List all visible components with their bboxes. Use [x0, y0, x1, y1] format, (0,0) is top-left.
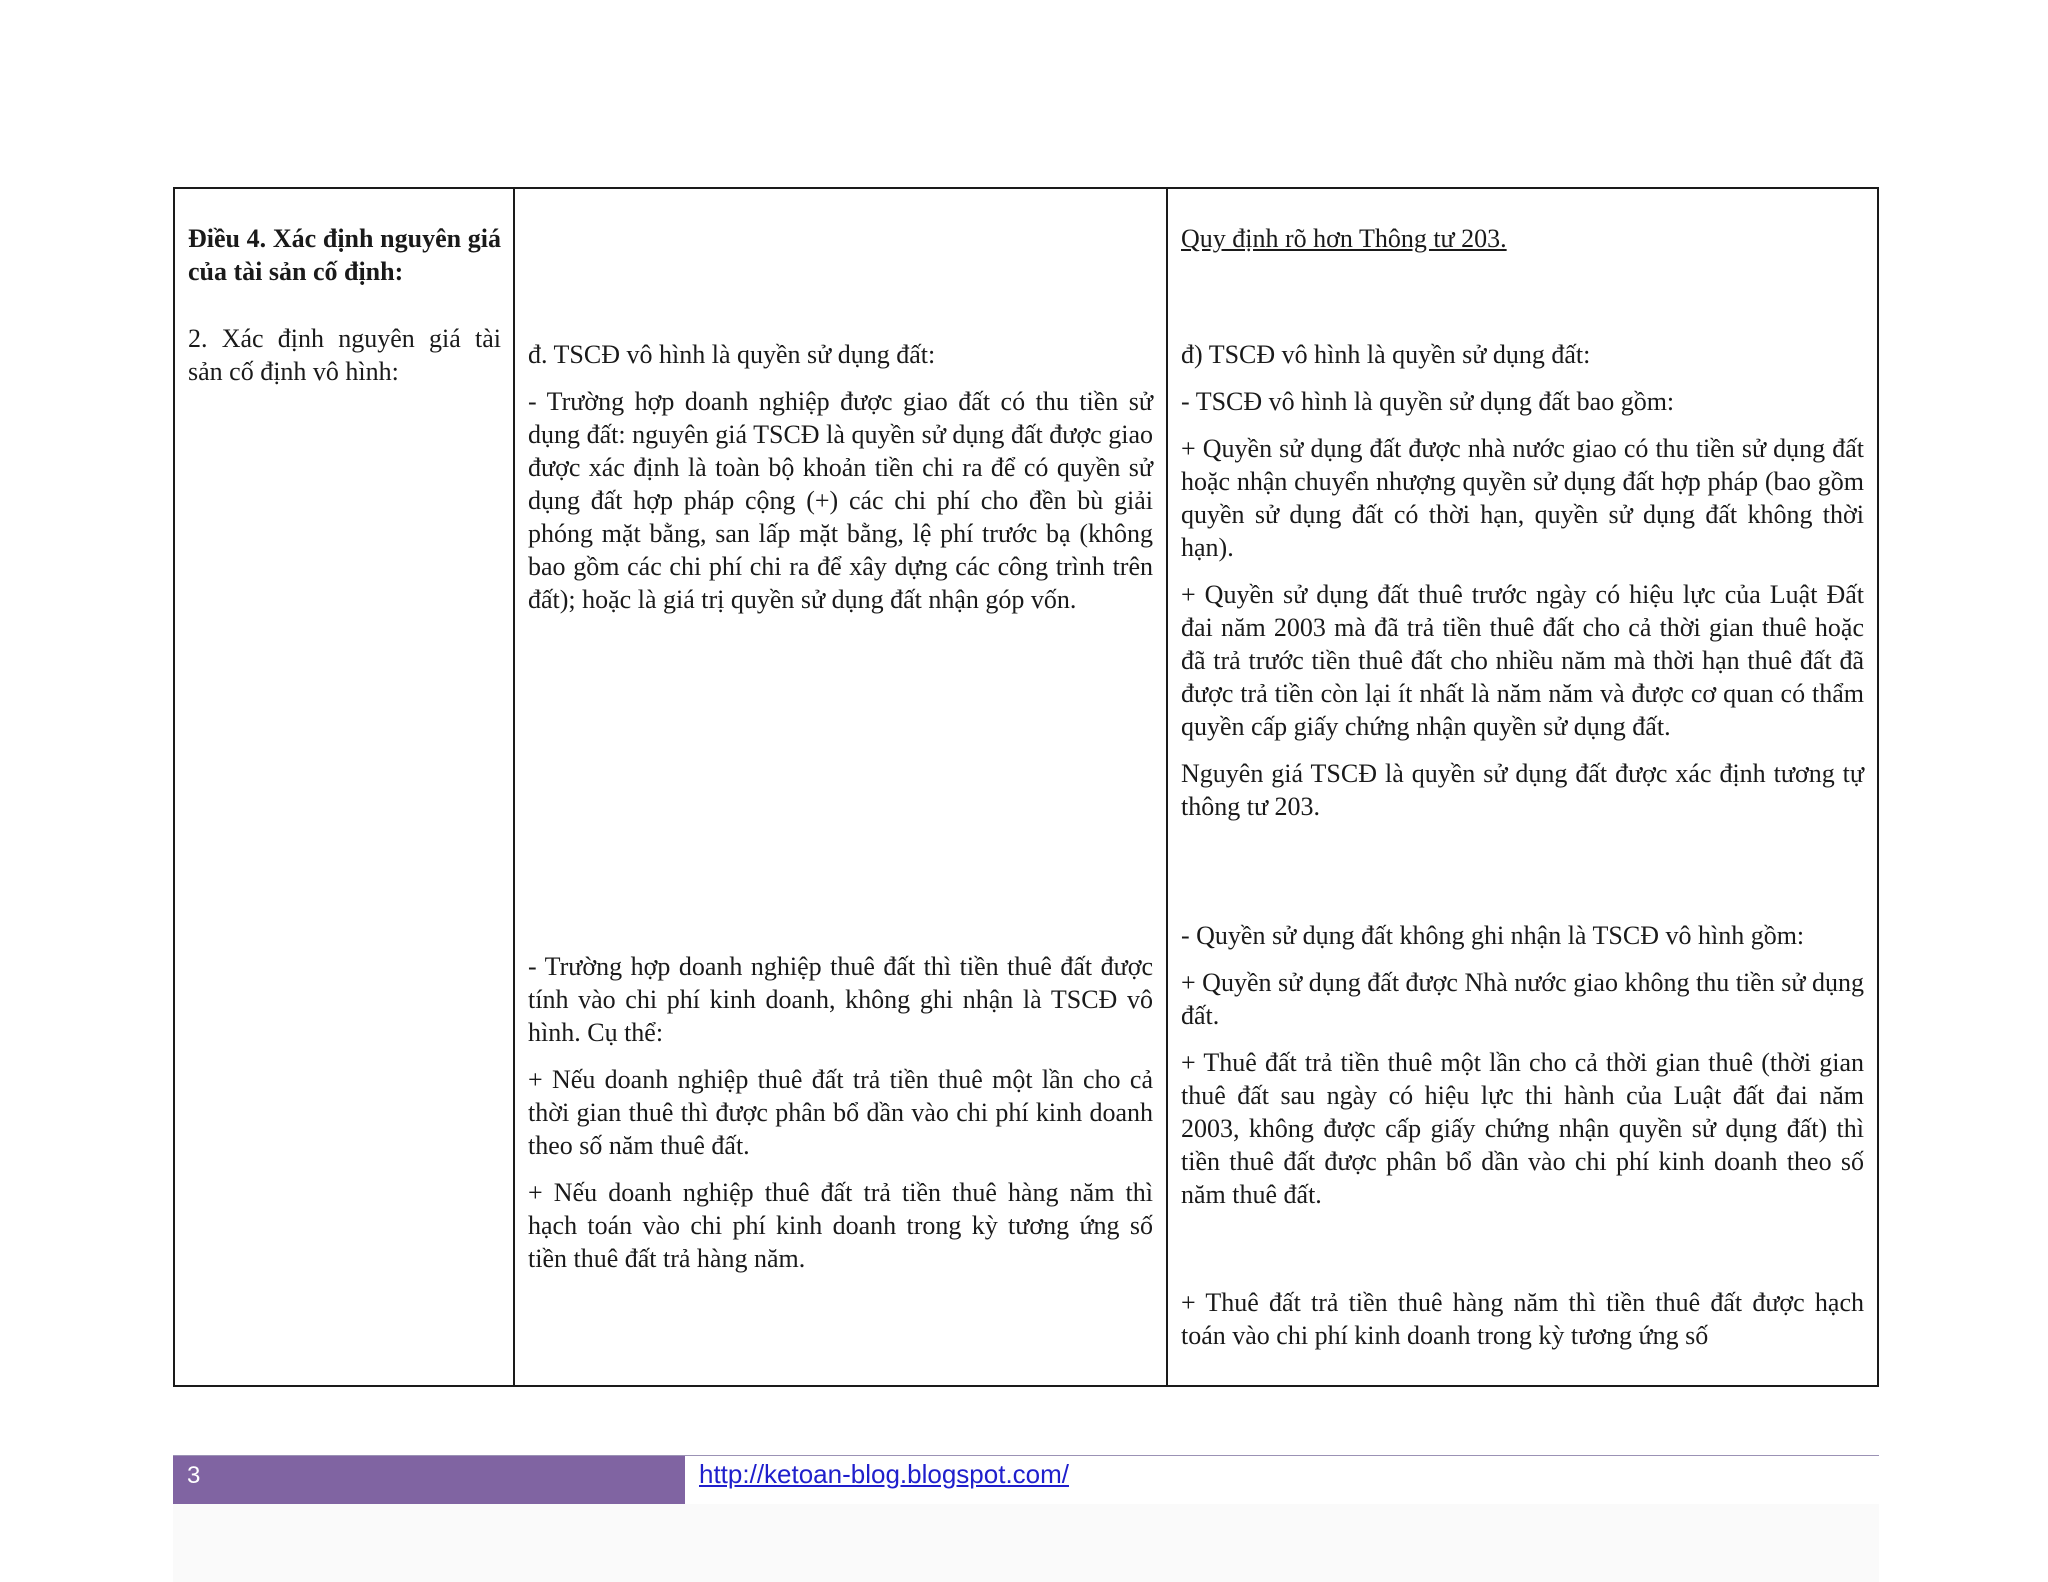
old-paragraph: + Nếu doanh nghiệp thuê đất trả tiền thuê hàng năm thì hạch toán vào chi phí kinh doanh trong kỳ tương ứng số tiền thuê đất trả hàng năm.: [528, 1178, 1153, 1273]
new-paragraph: + Thuê đất trả tiền thuê hàng năm thì tiền thuê đất được hạch toán vào chi phí kinh doanh trong kỳ tương ứng số: [1181, 1288, 1864, 1350]
table-column-article: [175, 189, 515, 1385]
footer-blog-link[interactable]: http://ketoan-blog.blogspot.com/: [699, 1459, 1070, 1489]
footer-background: [173, 1504, 1879, 1582]
new-heading: đ) TSCĐ vô hình là quyền sử dụng đất:: [1181, 340, 1591, 369]
footer-page-bar: [173, 1456, 685, 1504]
new-paragraph: + Quyền sử dụng đất thuê trước ngày có hiệu lực của Luật Đất đai năm 2003 mà đã trả tiền thuê đất cho cả thời gian thuê hoặc đã trả trước tiền thuê đất cho nhiều năm mà thời hạn thuê đất đã được trả tiền còn lại ít nhất là năm năm và được cơ quan có thẩm quyền cấp giấy chứng nhận quyền sử dụng đất.: [1181, 580, 1864, 741]
old-heading: đ. TSCĐ vô hình là quyền sử dụng đất:: [528, 340, 936, 369]
new-regulation-block-3: [1181, 1286, 1864, 1352]
section-title: 2. Xác định nguyên giá tài sản cố định vô hình:: [188, 324, 501, 386]
new-paragraph: - Quyền sử dụng đất không ghi nhận là TSCĐ vô hình gồm:: [1181, 921, 1805, 950]
article-title: Điều 4. Xác định nguyên giá của tài sản cố định:: [188, 224, 501, 286]
old-paragraph: - Trường hợp doanh nghiệp thuê đất thì tiền thuê đất được tính vào chi phí kinh doanh, không ghi nhận là TSCĐ vô hình. Cụ thể:: [528, 952, 1153, 1047]
old-paragraph: - Trường hợp doanh nghiệp được giao đất có thu tiền sử dụng đất: nguyên giá TSCĐ là quyền sử dụng đất được giao được xác định là toàn bộ khoản tiền chi ra để có quyền sử dụng đất hợp pháp cộng (+) các chi phí cho đền bù giải phóng mặt bằng, san lấp mặt bằng, lệ phí trước bạ (không bao gồm các chi phí chi ra để xây dựng các công trình trên đất); hoặc là giá trị quyền sử dụng đất nhận góp vốn.: [528, 387, 1153, 614]
new-paragraph: + Quyền sử dụng đất được nhà nước giao có thu tiền sử dụng đất hoặc nhận chuyển nhượng quyền sử dụng đất hợp pháp (bao gồm quyền sử dụng đất có thời hạn, quyền sử dụng đất không thời hạn).: [1181, 434, 1864, 562]
new-paragraph: Nguyên giá TSCĐ là quyền sử dụng đất được xác định tương tự thông tư 203.: [1181, 759, 1864, 821]
table-column-old-regulation: [515, 189, 1168, 1385]
new-regulation-block-2: [1181, 919, 1864, 1211]
old-regulation-block-2: [528, 950, 1153, 1275]
new-paragraph: + Quyền sử dụng đất được Nhà nước giao không thu tiền sử dụng đất.: [1181, 968, 1864, 1030]
new-regulation-block-1: [1181, 338, 1864, 823]
comparison-note: Quy định rõ hơn Thông tư 203.: [1181, 224, 1507, 253]
table-column-new-regulation: [1168, 189, 1877, 1385]
new-paragraph: - TSCĐ vô hình là quyền sử dụng đất bao gồm:: [1181, 387, 1675, 416]
page-number: 3: [187, 1462, 201, 1489]
old-paragraph: + Nếu doanh nghiệp thuê đất trả tiền thuê một lần cho cả thời gian thuê thì được phân bổ dần vào chi phí kinh doanh theo số năm thuê đất.: [528, 1065, 1153, 1160]
comparison-table: [173, 187, 1879, 1387]
new-paragraph: + Thuê đất trả tiền thuê một lần cho cả thời gian thuê (thời gian thuê đất sau ngày có hiệu lực thi hành của Luật đất đai năm 2003, không được cấp giấy chứng nhận quyền sử dụng đất) thì tiền thuê đất được phân bổ dần vào chi phí kinh doanh theo số năm thuê đất.: [1181, 1048, 1864, 1209]
old-regulation-block-1: [528, 338, 1153, 616]
